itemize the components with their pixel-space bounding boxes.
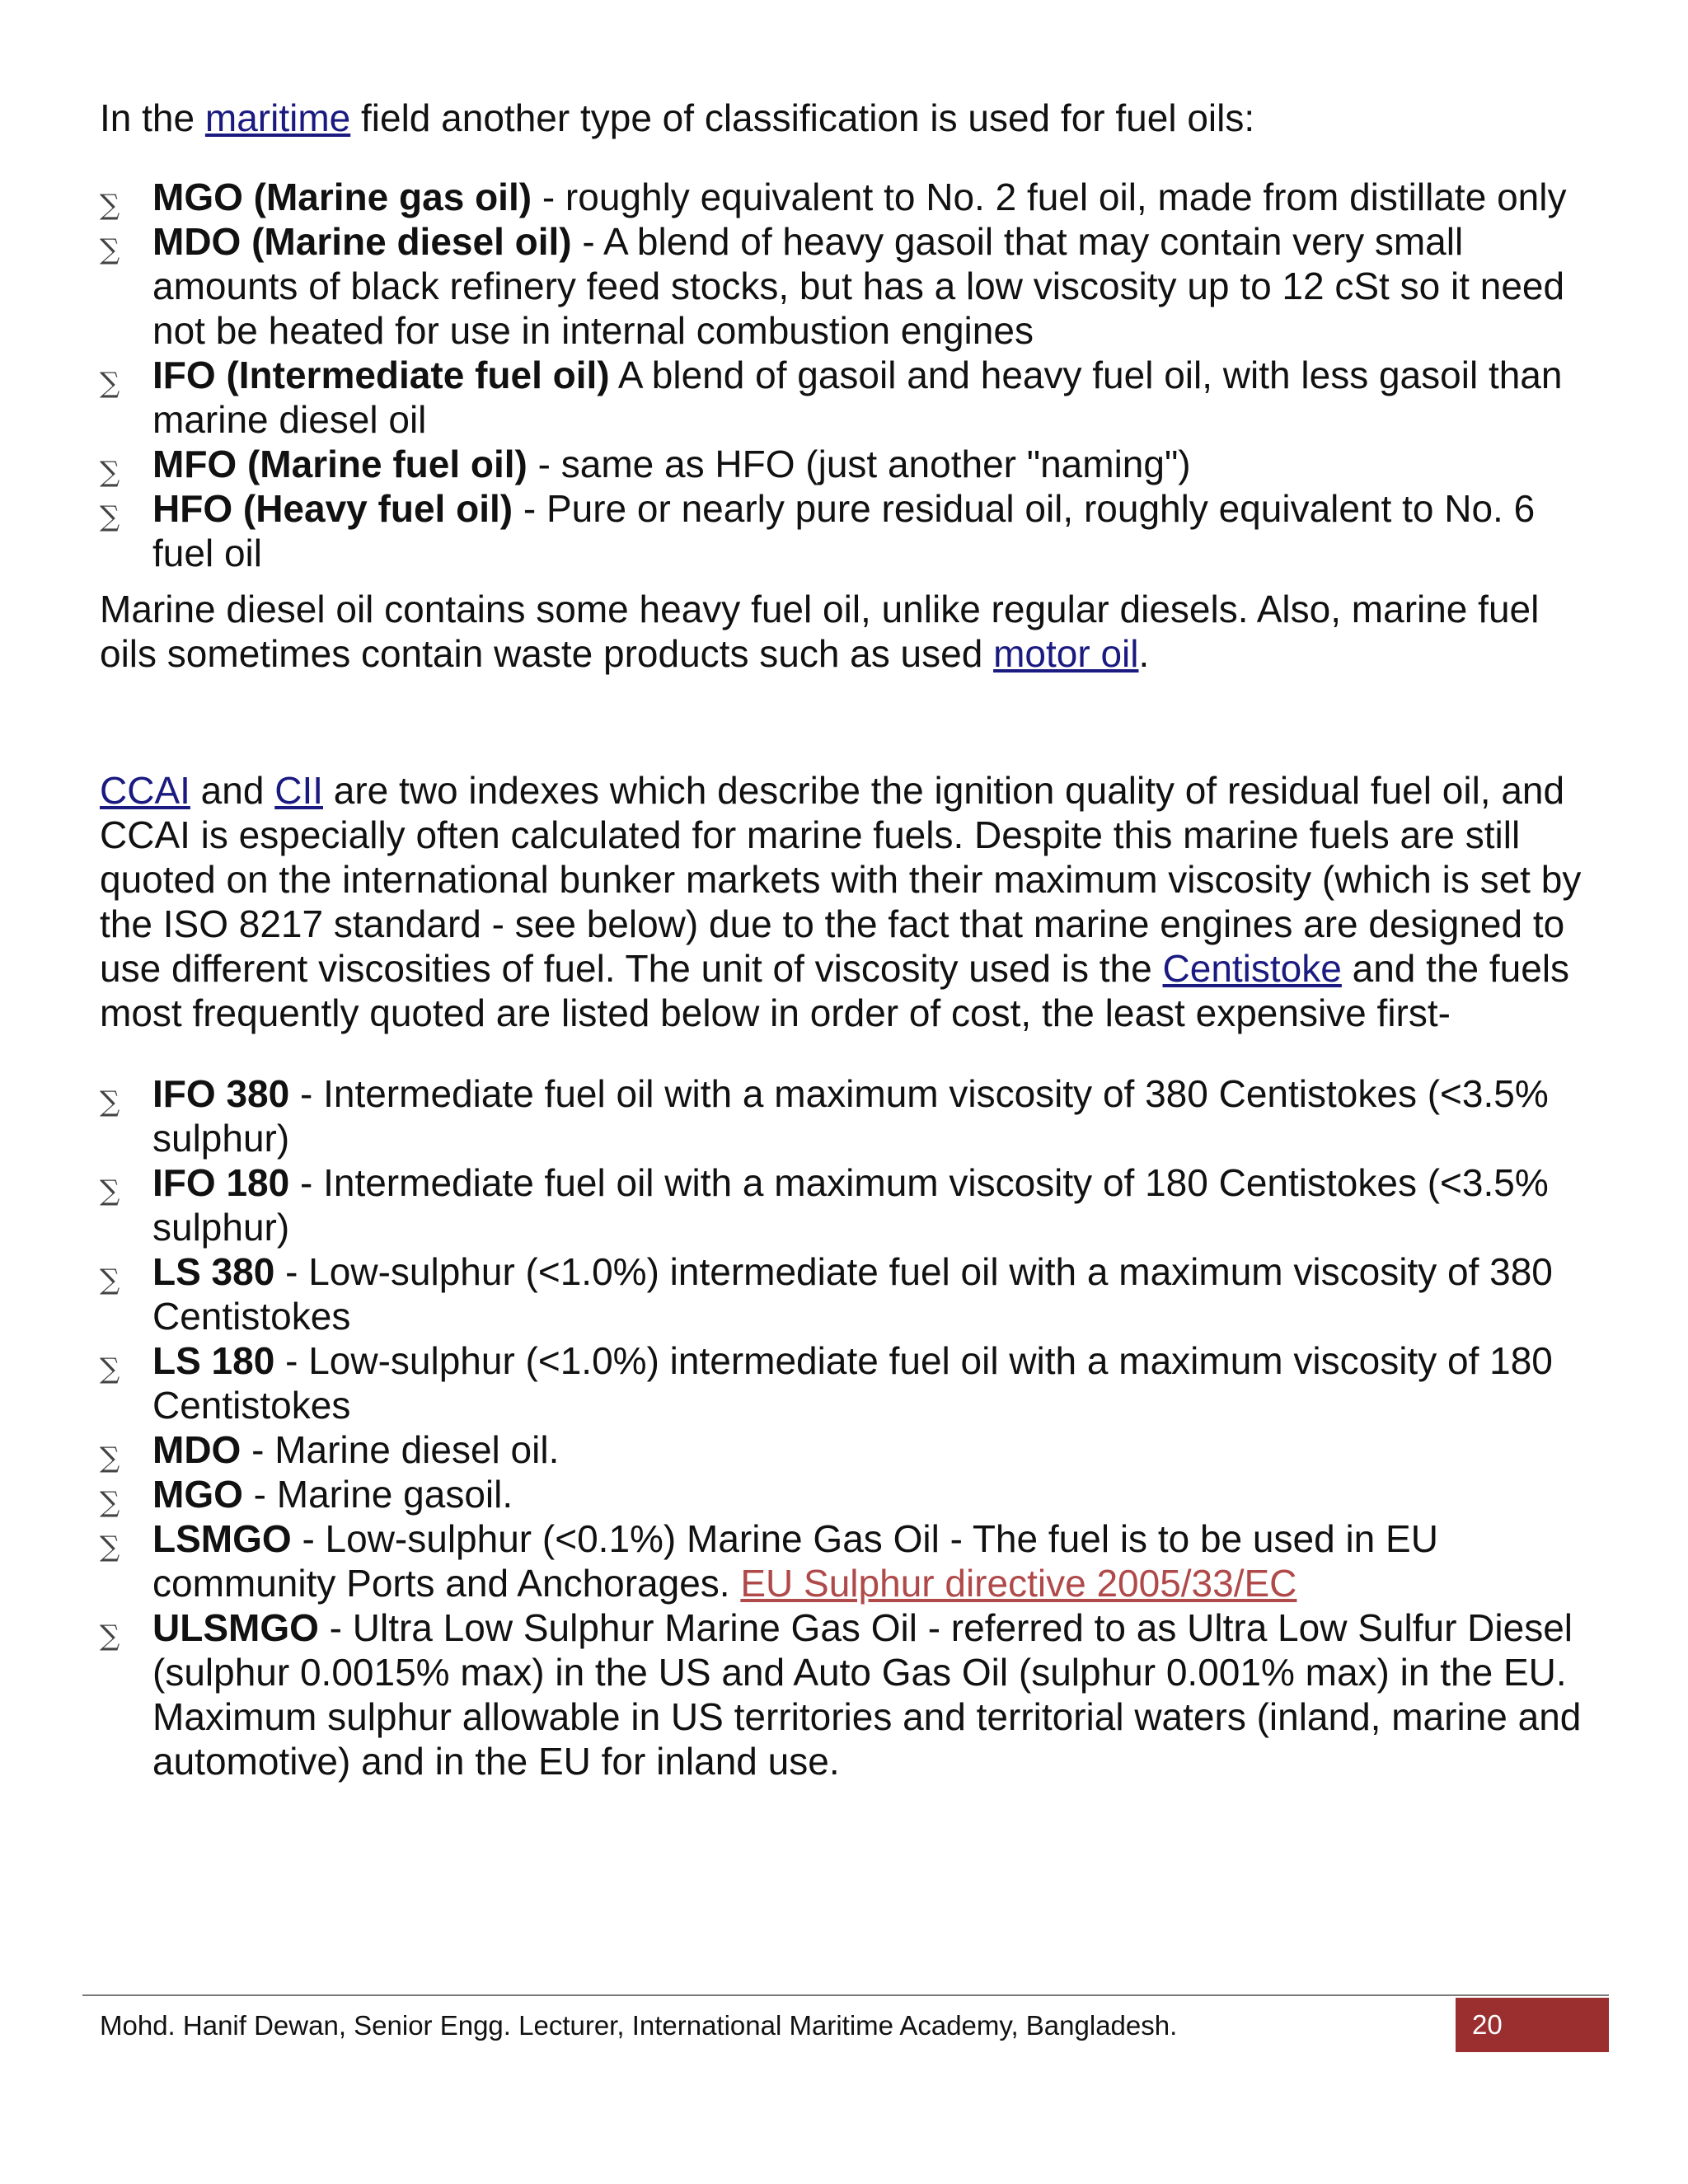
fuel-description: - Intermediate fuel oil with a maximum viscosity of 180 Centistokes (<3.5% sulphur) bbox=[152, 1161, 1549, 1249]
list-item bbox=[100, 486, 1592, 575]
fuel-term: MFO (Marine fuel oil) bbox=[152, 443, 528, 485]
sigma-bullet-icon: ∑ bbox=[100, 1352, 120, 1385]
fuel-term: HFO (Heavy fuel oil) bbox=[152, 487, 513, 530]
list-item bbox=[100, 1605, 1592, 1783]
fuel-description: - Marine gasoil. bbox=[242, 1473, 513, 1516]
fuel-term: MDO bbox=[152, 1428, 241, 1471]
fuel-description: - Pure or nearly pure residual oil, roughly equivalent to No. 6 fuel oil bbox=[152, 487, 1536, 574]
intro-paragraph: In the maritime field another type of classification is used for fuel oils: bbox=[100, 96, 1255, 139]
fuel-term: ULSMGO bbox=[152, 1606, 319, 1649]
list-item bbox=[100, 1249, 1592, 1338]
fuel-term: LSMGO bbox=[152, 1517, 292, 1560]
sigma-bullet-icon: ∑ bbox=[100, 500, 120, 533]
fuel-term: IFO 380 bbox=[152, 1072, 290, 1115]
fuel-description: A blend of gasoil and heavy fuel oil, with less gasoil than marine diesel oil bbox=[152, 354, 1563, 441]
sigma-bullet-icon: ∑ bbox=[100, 1263, 120, 1296]
cii-link[interactable]: CII bbox=[274, 769, 323, 812]
footer-author: Mohd. Hanif Dewan, Senior Engg. Lecturer, International Maritime Academy, Bangladesh. bbox=[100, 2010, 1178, 2041]
bunker-fuel-list bbox=[100, 1071, 1592, 1783]
sigma-bullet-icon: ∑ bbox=[100, 1174, 120, 1207]
ccai-paragraph: CCAI and CII are two indexes which describe the ignition quality of residual fuel oil, and CCAI is especially often calculated for marine fuels. Despite this marine fuels are still quoted on the international bunker markets with their maximum viscosity (which is set by the ISO 8217 standard - see below) due to the fact that marine engines are designed to use different viscosities of fuel. The unit of viscosity used is the Centistoke and the fuels most frequently quoted are listed below in order of cost, the least expensive first- bbox=[100, 769, 1582, 1034]
page-content bbox=[100, 96, 1592, 1783]
list-item bbox=[100, 1427, 1592, 1472]
fuel-term: LS 380 bbox=[152, 1250, 275, 1293]
sigma-bullet-icon: ∑ bbox=[100, 456, 120, 489]
list-item bbox=[100, 1516, 1592, 1605]
maritime-fuel-list bbox=[100, 175, 1592, 575]
list-item bbox=[100, 1338, 1592, 1427]
sigma-bullet-icon: ∑ bbox=[100, 233, 120, 266]
marine-diesel-paragraph: Marine diesel oil contains some heavy fuel oil, unlike regular diesels. Also, marine fuel oils sometimes contain waste products such as used motor oil. bbox=[100, 588, 1540, 675]
fuel-term: IFO 180 bbox=[152, 1161, 290, 1204]
sigma-bullet-icon: ∑ bbox=[100, 1530, 120, 1563]
fuel-description: - A blend of heavy gasoil that may contain very small amounts of black refinery feed stocks, but has a low viscosity up to 12 cSt so it need not be heated for use in internal combustion engines bbox=[152, 220, 1565, 352]
fuel-term: MDO (Marine diesel oil) bbox=[152, 220, 572, 263]
list-item bbox=[100, 1472, 1592, 1519]
footer-divider bbox=[82, 1994, 1609, 1996]
list-item bbox=[100, 175, 1592, 222]
fuel-description: - Ultra Low Sulphur Marine Gas Oil - referred to as Ultra Low Sulfur Diesel (sulphur 0.0015% max) in the US and Auto Gas Oil (sulphur 0.001% max) in the EU. Maximum sulphur allowable in US territories and territorial waters (inland, marine and automotive) and in the EU for inland use. bbox=[152, 1606, 1582, 1783]
ccai-link[interactable]: CCAI bbox=[100, 769, 190, 812]
fuel-term: LS 180 bbox=[152, 1339, 275, 1382]
sigma-bullet-icon: ∑ bbox=[100, 1085, 120, 1118]
fuel-description: - Low-sulphur (<0.1%) Marine Gas Oil - The fuel is to be used in EU community Ports and Anchorages. bbox=[152, 1517, 1438, 1605]
sigma-bullet-icon: ∑ bbox=[100, 1619, 120, 1652]
sigma-bullet-icon: ∑ bbox=[100, 1441, 120, 1474]
page-number-badge: 20 bbox=[1456, 1998, 1609, 2052]
fuel-term: MGO bbox=[152, 1473, 243, 1516]
list-item bbox=[100, 442, 1592, 489]
fuel-description: - Marine diesel oil. bbox=[241, 1428, 560, 1471]
fuel-description: - Intermediate fuel oil with a maximum viscosity of 380 Centistokes (<3.5% sulphur) bbox=[152, 1072, 1549, 1160]
list-item bbox=[100, 219, 1592, 353]
fuel-description: - same as HFO (just another "naming") bbox=[527, 443, 1191, 485]
list-item bbox=[100, 1071, 1592, 1160]
fuel-term: IFO (Intermediate fuel oil) bbox=[152, 354, 610, 396]
fuel-description: - Low-sulphur (<1.0%) intermediate fuel oil with a maximum viscosity of 380 Centistokes bbox=[152, 1250, 1553, 1338]
fuel-description: - roughly equivalent to No. 2 fuel oil, made from distillate only bbox=[532, 176, 1567, 218]
motor-oil-link[interactable]: motor oil bbox=[993, 632, 1139, 675]
centistoke-link[interactable]: Centistoke bbox=[1162, 947, 1342, 990]
fuel-description: - Low-sulphur (<1.0%) intermediate fuel oil with a maximum viscosity of 180 Centistokes bbox=[152, 1339, 1553, 1427]
sigma-bullet-icon: ∑ bbox=[100, 367, 120, 400]
list-item bbox=[100, 353, 1592, 442]
fuel-term: MGO (Marine gas oil) bbox=[152, 176, 532, 218]
sigma-bullet-icon: ∑ bbox=[100, 189, 120, 222]
list-item bbox=[100, 1160, 1592, 1249]
maritime-link[interactable]: maritime bbox=[204, 96, 351, 139]
sigma-bullet-icon: ∑ bbox=[100, 1486, 120, 1519]
eu-sulphur-directive-link[interactable]: EU Sulphur directive 2005/33/EC bbox=[740, 1562, 1297, 1605]
